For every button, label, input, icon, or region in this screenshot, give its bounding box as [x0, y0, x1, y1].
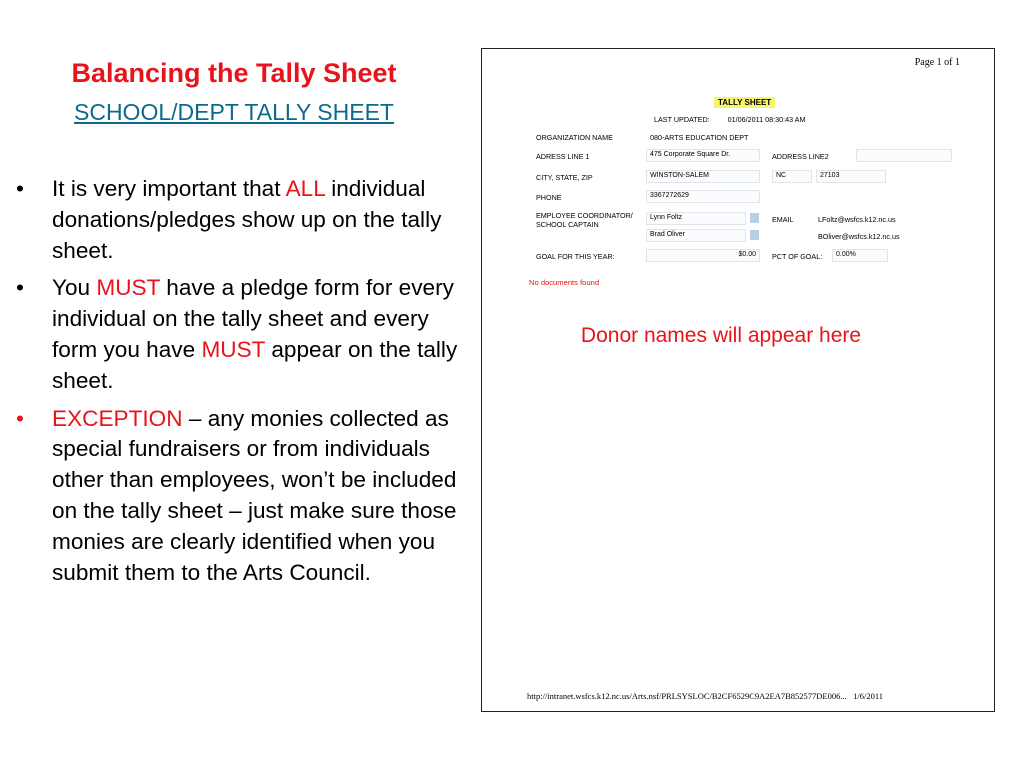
last-updated — [654, 115, 821, 124]
org-name-value: 080-ARTS EDUCATION DEPT — [650, 133, 749, 142]
coordinator-field-2: Brad Oliver — [646, 229, 746, 242]
bullet-emphasis: EXCEPTION — [52, 405, 183, 431]
city-field: WINSTON-SALEM — [646, 170, 760, 183]
email-value-1: LFoltz@wsfcs.k12.nc.us — [818, 215, 896, 224]
pct-goal-label: PCT OF GOAL: — [772, 252, 823, 261]
footer-date: 1/6/2011 — [853, 691, 884, 701]
goal-label: GOAL FOR THIS YEAR: — [536, 252, 615, 261]
bullet-text: – any monies collected as special fundraisers or from individuals other than employees, won’t be included on the tally sheet – just make sure those monies are clearly identified when you submit them to the Arts Council. — [52, 405, 457, 585]
address2-field — [856, 149, 952, 162]
bullet-emphasis: ALL — [285, 176, 325, 201]
bullet-emphasis: MUST — [96, 275, 161, 301]
address1-field: 475 Corporate Square Dr. — [646, 149, 760, 162]
bullet-text: individual donations/pledges show up on the tally sheet. — [52, 176, 442, 263]
bullet-item — [14, 404, 459, 589]
goal-field: $0.00 — [646, 249, 760, 262]
last-updated-value: 01/06/2011 08:30:43 AM — [727, 115, 806, 124]
phone-field: 3367272629 — [646, 190, 760, 203]
donor-names-callout: Donor names will appear here — [580, 324, 862, 347]
coordinator-field-1: Lynn Foltz — [646, 212, 746, 225]
state-field: NC — [772, 170, 812, 183]
pct-goal-field: 0.00% — [832, 249, 888, 262]
bullet-icon: • — [16, 275, 24, 301]
bullet-text: You — [52, 275, 97, 301]
bullet-item — [14, 174, 459, 266]
address2-label: ADDRESS LINE2 — [772, 152, 829, 161]
phone-label: PHONE — [536, 193, 562, 202]
bullet-item — [14, 273, 459, 396]
bullet-text: appear on the tally sheet. — [52, 336, 458, 393]
last-updated-label: LAST UPDATED: — [654, 115, 710, 124]
scan-footer — [527, 691, 883, 701]
address1-label: ADRESS LINE 1 — [536, 152, 590, 161]
tally-sheet-scan — [481, 48, 995, 712]
coordinator-label-line2: SCHOOL CAPTAIN — [536, 220, 599, 229]
city-state-zip-label: CITY, STATE, ZIP — [536, 173, 593, 182]
page-number: Page 1 of 1 — [914, 57, 960, 68]
lookup-icon — [750, 230, 759, 240]
email-value-2: BOliver@wsfcs.k12.nc.us — [818, 232, 900, 241]
bullet-emphasis: MUST — [201, 336, 266, 362]
coordinator-label-line1: EMPLOYEE COORDINATOR/ — [536, 211, 633, 220]
bullet-icon: • — [16, 176, 24, 201]
zip-field: 27103 — [816, 170, 886, 183]
bullet-icon: • — [16, 405, 24, 431]
footer-url: http://intranet.wsfcs.k12.nc.us/Arts.nsf/PRLSYSLOC/B2CF6529C9A2EA7B852577DE006... — [527, 691, 847, 701]
lookup-icon — [750, 213, 759, 223]
tally-sheet-heading: TALLY SHEET — [714, 97, 775, 108]
bullet-text: have a pledge form for every individual on the tally sheet and every form you have — [52, 275, 454, 362]
org-name-label: ORGANIZATION NAME — [536, 133, 613, 142]
slide-subtitle: SCHOOL/DEPT TALLY SHEET — [74, 99, 394, 125]
slide-title: Balancing the Tally Sheet — [71, 58, 397, 88]
bullet-text: It is very important that — [52, 176, 286, 201]
bullet-list — [14, 174, 459, 595]
email-label: EMAIL — [772, 215, 794, 224]
no-documents-message: No documents found — [529, 278, 600, 287]
